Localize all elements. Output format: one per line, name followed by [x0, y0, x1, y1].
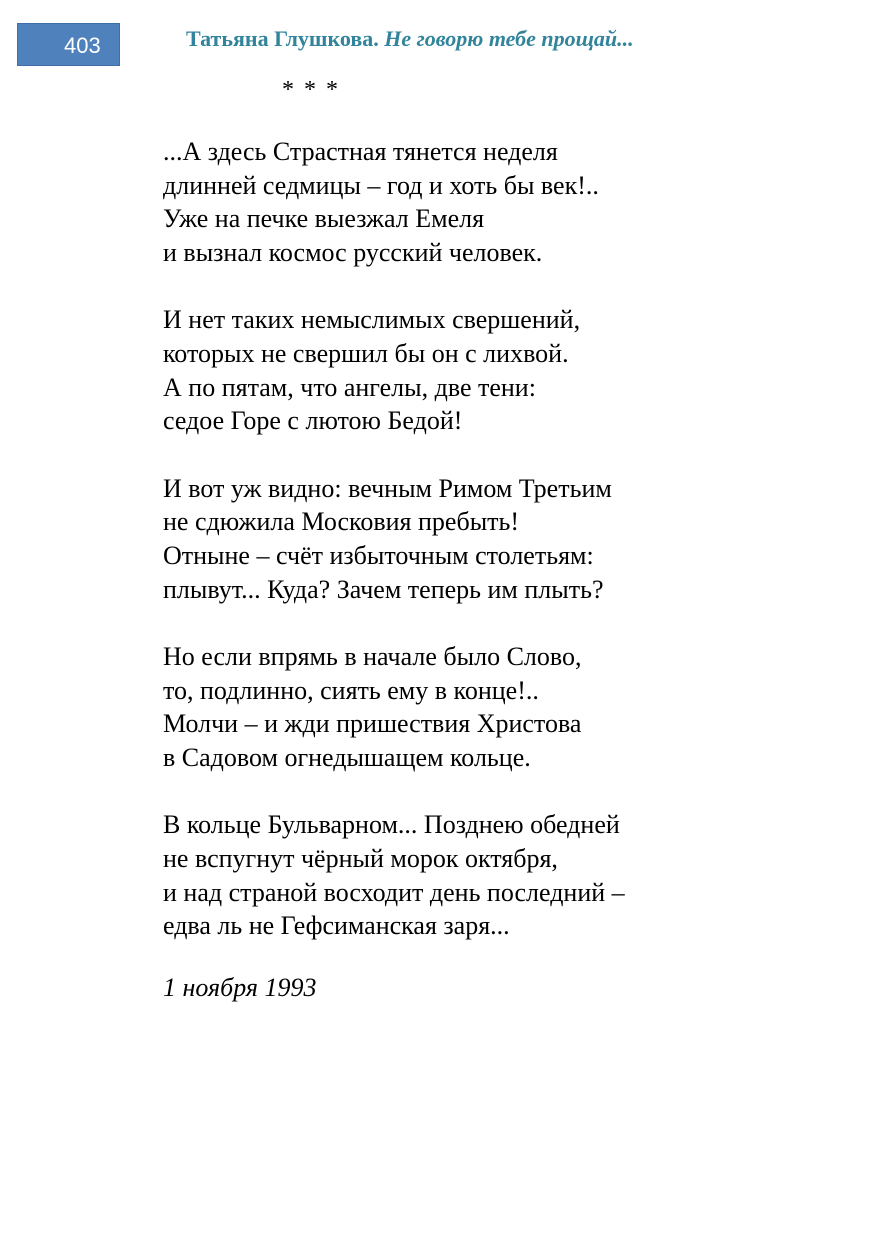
poem-line: плывут... Куда? Зачем теперь им плыть? — [163, 574, 604, 604]
stanza — [163, 640, 763, 775]
stanza — [163, 808, 763, 943]
poem-line: и вызнал космос русский человек. — [163, 238, 543, 268]
poem-line: И вот уж видно: вечным Римом Третьим — [163, 473, 612, 503]
poem-line: длинней седмицы – год и хоть бы век!.. — [163, 170, 599, 200]
poem-line: не сдюжила Московия пребыть! — [163, 507, 520, 537]
running-header — [186, 25, 634, 53]
poem-line: не вспугнут чёрный морок октября, — [163, 843, 558, 873]
header-book-title: Не говорю тебе прощай... — [384, 26, 634, 51]
poem-line: ...А здесь Страстная тянется неделя — [163, 137, 558, 166]
poem-line: В кольце Бульварном... Позднею обедней — [163, 810, 620, 840]
poem-body — [163, 135, 763, 977]
poem-line: И нет таких немыслимых свершений, — [163, 305, 581, 335]
poem-line: седое Горе с лютою Бедой! — [163, 406, 463, 436]
poem-line: которых не свершил бы он с лихвой. — [163, 339, 569, 369]
stanza — [163, 135, 763, 270]
page-number: 403 — [64, 33, 101, 58]
stanza — [163, 303, 763, 438]
poem-line: Отныне – счёт избыточным столетьям: — [163, 541, 594, 571]
poem-line: Молчи – и жди пришествия Христова — [163, 709, 582, 739]
poem-line: Но если впрямь в начале было Слово, — [163, 641, 582, 671]
poem-date: 1 ноября 1993 — [163, 973, 317, 1002]
poem-line: Уже на печке выезжал Емеля — [163, 204, 485, 234]
poem-line: то, подлинно, сиять ему в конце!.. — [163, 675, 539, 705]
header-author: Татьяна Глушкова. — [186, 26, 379, 51]
poem-line: А по пятам, что ангелы, две тени: — [163, 372, 536, 402]
poem-separator: * * * — [282, 77, 340, 103]
stanza — [163, 472, 763, 607]
poem-line: в Садовом огнедышащем кольце. — [163, 743, 531, 773]
poem-line: едва ль не Гефсиманская заря... — [163, 911, 510, 941]
poem-line: и над страной восходит день последний – — [163, 877, 625, 907]
